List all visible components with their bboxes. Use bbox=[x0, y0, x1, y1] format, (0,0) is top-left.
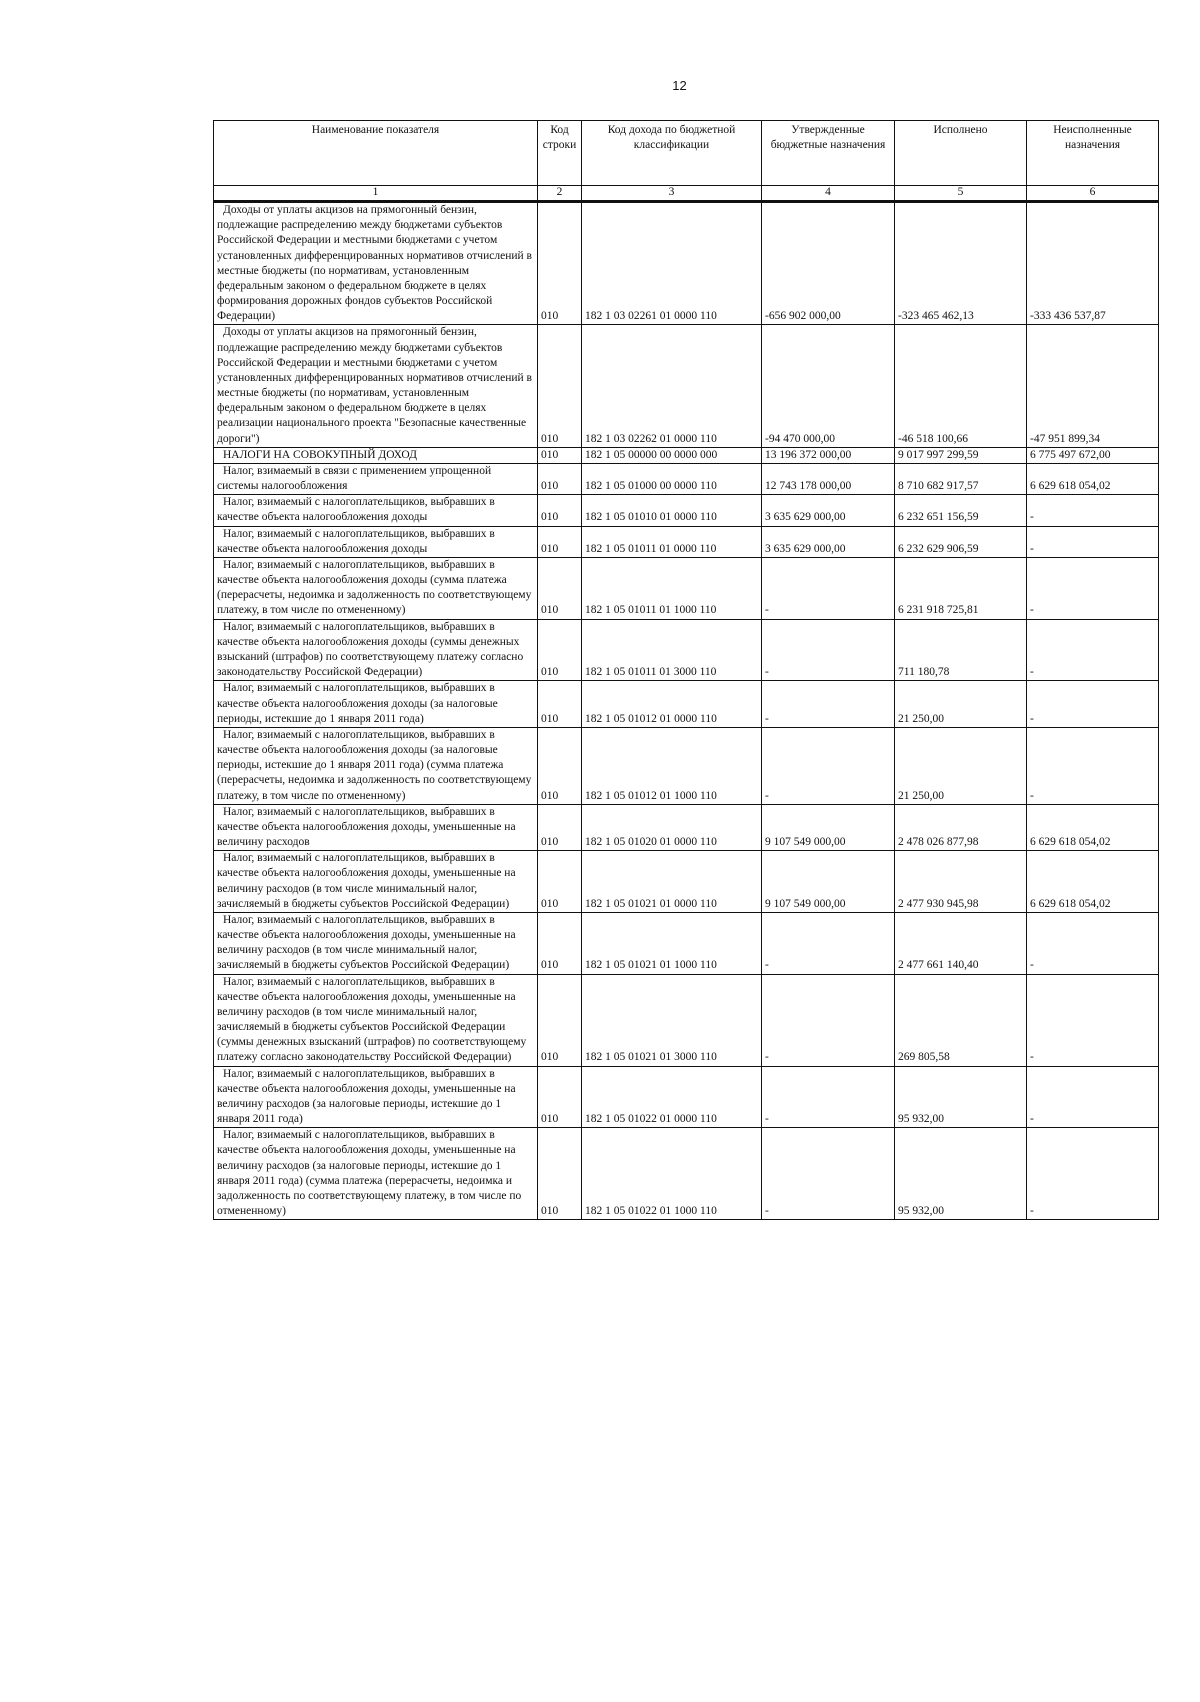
unexecuted-amount-cell: - bbox=[1027, 495, 1159, 526]
table-header bbox=[214, 121, 1159, 202]
approved-amount-cell: - bbox=[762, 681, 895, 728]
unexecuted-amount-cell: - bbox=[1027, 619, 1159, 681]
approved-amount-cell: - bbox=[762, 727, 895, 804]
indicator-name-cell: Налог, взимаемый с налогоплательщиков, выбравших в качестве объекта налогообложения доходы, уменьшенные на величину расходов (за налоговые периоды, истекшие до 1 января 2011 года) bbox=[214, 1066, 538, 1128]
table-row bbox=[214, 804, 1159, 851]
approved-amount-cell: -94 470 000,00 bbox=[762, 325, 895, 447]
unexecuted-amount-cell: 6 629 618 054,02 bbox=[1027, 463, 1159, 494]
approved-amount-cell: 9 107 549 000,00 bbox=[762, 804, 895, 851]
executed-amount-cell: 6 232 629 906,59 bbox=[895, 526, 1027, 557]
executed-amount-cell: 9 017 997 299,59 bbox=[895, 447, 1027, 463]
unexecuted-amount-cell: -47 951 899,34 bbox=[1027, 325, 1159, 447]
indicator-name-cell: Налог, взимаемый с налогоплательщиков, выбравших в качестве объекта налогообложения доходы bbox=[214, 495, 538, 526]
unexecuted-amount-cell: - bbox=[1027, 727, 1159, 804]
indicator-name-cell: Налог, взимаемый с налогоплательщиков, выбравших в качестве объекта налогообложения доходы, уменьшенные на величину расходов (за налоговые периоды, истекшие до 1 января 2011 года) (сумма платежа (перерасчеты, недоимка и задолженность по соответствующему платежу, в том числе по отмененному) bbox=[214, 1128, 538, 1220]
column-number: 6 bbox=[1027, 186, 1159, 202]
approved-amount-cell: - bbox=[762, 619, 895, 681]
line-code-cell: 010 bbox=[538, 495, 582, 526]
approved-amount-cell: 3 635 629 000,00 bbox=[762, 495, 895, 526]
approved-amount-cell: - bbox=[762, 912, 895, 974]
line-code-cell: 010 bbox=[538, 727, 582, 804]
income-code-cell: 182 1 05 01021 01 0000 110 bbox=[582, 851, 762, 913]
approved-amount-cell: 13 196 372 000,00 bbox=[762, 447, 895, 463]
income-code-cell: 182 1 05 01012 01 0000 110 bbox=[582, 681, 762, 728]
table-row bbox=[214, 851, 1159, 913]
header-executed: Исполнено bbox=[895, 121, 1027, 186]
column-number: 4 bbox=[762, 186, 895, 202]
table-row bbox=[214, 325, 1159, 447]
table-row bbox=[214, 1128, 1159, 1220]
income-code-cell: 182 1 05 01012 01 1000 110 bbox=[582, 727, 762, 804]
executed-amount-cell: 2 478 026 877,98 bbox=[895, 804, 1027, 851]
table-row bbox=[214, 619, 1159, 681]
approved-amount-cell: -656 902 000,00 bbox=[762, 202, 895, 325]
approved-amount-cell: - bbox=[762, 1066, 895, 1128]
unexecuted-amount-cell: 6 775 497 672,00 bbox=[1027, 447, 1159, 463]
column-number: 3 bbox=[582, 186, 762, 202]
table-row bbox=[214, 447, 1159, 463]
budget-execution-table bbox=[213, 120, 1159, 1220]
unexecuted-amount-cell: - bbox=[1027, 526, 1159, 557]
indicator-name-cell: Налог, взимаемый с налогоплательщиков, выбравших в качестве объекта налогообложения доходы (за налоговые периоды, истекшие до 1 января 2011 года) bbox=[214, 681, 538, 728]
line-code-cell: 010 bbox=[538, 974, 582, 1066]
line-code-cell: 010 bbox=[538, 447, 582, 463]
income-code-cell: 182 1 05 01000 00 0000 110 bbox=[582, 463, 762, 494]
indicator-name-cell: Налог, взимаемый с налогоплательщиков, выбравших в качестве объекта налогообложения доходы bbox=[214, 526, 538, 557]
approved-amount-cell: - bbox=[762, 974, 895, 1066]
executed-amount-cell: 2 477 930 945,98 bbox=[895, 851, 1027, 913]
table-row bbox=[214, 681, 1159, 728]
executed-amount-cell: 95 932,00 bbox=[895, 1066, 1027, 1128]
line-code-cell: 010 bbox=[538, 912, 582, 974]
indicator-name-cell: Доходы от уплаты акцизов на прямогонный бензин, подлежащие распределению между бюджетами субъектов Российской Федерации и местными бюджетами с учетом установленных дифференцированных нормативов отчислений в местные бюджеты (по нормативам, установленным федеральным законом о федеральном бюджете в целях формирования дорожных фондов субъектов Российской Федерации) bbox=[214, 202, 538, 325]
unexecuted-amount-cell: - bbox=[1027, 557, 1159, 619]
indicator-name-cell: Налог, взимаемый с налогоплательщиков, выбравших в качестве объекта налогообложения доходы, уменьшенные на величину расходов (в том числе минимальный налог, зачисляемый в бюджеты субъектов Российской Федерации) bbox=[214, 912, 538, 974]
table-row bbox=[214, 974, 1159, 1066]
income-code-cell: 182 1 05 01021 01 1000 110 bbox=[582, 912, 762, 974]
approved-amount-cell: 12 743 178 000,00 bbox=[762, 463, 895, 494]
header-row bbox=[214, 121, 1159, 186]
table-row bbox=[214, 557, 1159, 619]
income-code-cell: 182 1 05 01022 01 0000 110 bbox=[582, 1066, 762, 1128]
header-income-code: Код дохода по бюджетной классификации bbox=[582, 121, 762, 186]
line-code-cell: 010 bbox=[538, 681, 582, 728]
line-code-cell: 010 bbox=[538, 557, 582, 619]
executed-amount-cell: 21 250,00 bbox=[895, 727, 1027, 804]
unexecuted-amount-cell: - bbox=[1027, 974, 1159, 1066]
unexecuted-amount-cell: 6 629 618 054,02 bbox=[1027, 851, 1159, 913]
table-body bbox=[214, 202, 1159, 1220]
income-code-cell: 182 1 05 00000 00 0000 000 bbox=[582, 447, 762, 463]
indicator-name-cell: Налог, взимаемый с налогоплательщиков, выбравших в качестве объекта налогообложения доходы, уменьшенные на величину расходов (в том числе минимальный налог, зачисляемый в бюджеты субъектов Российской Федерации (суммы денежных взысканий (штрафов) по соответствующему платежу согласно законодательству Российской Федерации) bbox=[214, 974, 538, 1066]
indicator-name-cell: Налог, взимаемый с налогоплательщиков, выбравших в качестве объекта налогообложения доходы, уменьшенные на величину расходов (в том числе минимальный налог, зачисляемый в бюджеты субъектов Российской Федерации) bbox=[214, 851, 538, 913]
approved-amount-cell: - bbox=[762, 1128, 895, 1220]
line-code-cell: 010 bbox=[538, 1128, 582, 1220]
header-unexecuted: Неисполненные назначения bbox=[1027, 121, 1159, 186]
executed-amount-cell: 6 231 918 725,81 bbox=[895, 557, 1027, 619]
income-code-cell: 182 1 05 01011 01 0000 110 bbox=[582, 526, 762, 557]
page-number: 12 bbox=[672, 78, 687, 93]
line-code-cell: 010 bbox=[538, 325, 582, 447]
income-code-cell: 182 1 05 01020 01 0000 110 bbox=[582, 804, 762, 851]
indicator-name-cell: Доходы от уплаты акцизов на прямогонный бензин, подлежащие распределению между бюджетами субъектов Российской Федерации и местными бюджетами с учетом установленных дифференцированных нормативов отчислений в местные бюджеты (по нормативам, установленным федеральным законом о федеральном бюджете в целях реализации национального проекта "Безопасные качественные дороги") bbox=[214, 325, 538, 447]
unexecuted-amount-cell: 6 629 618 054,02 bbox=[1027, 804, 1159, 851]
column-number: 5 bbox=[895, 186, 1027, 202]
header-line-code: Код строки bbox=[538, 121, 582, 186]
executed-amount-cell: 95 932,00 bbox=[895, 1128, 1027, 1220]
table-row bbox=[214, 912, 1159, 974]
executed-amount-cell: 8 710 682 917,57 bbox=[895, 463, 1027, 494]
column-number: 2 bbox=[538, 186, 582, 202]
executed-amount-cell: -46 518 100,66 bbox=[895, 325, 1027, 447]
executed-amount-cell: 6 232 651 156,59 bbox=[895, 495, 1027, 526]
table-row bbox=[214, 202, 1159, 325]
line-code-cell: 010 bbox=[538, 851, 582, 913]
line-code-cell: 010 bbox=[538, 804, 582, 851]
income-code-cell: 182 1 05 01011 01 1000 110 bbox=[582, 557, 762, 619]
table-row bbox=[214, 1066, 1159, 1128]
approved-amount-cell: 9 107 549 000,00 bbox=[762, 851, 895, 913]
unexecuted-amount-cell: -333 436 537,87 bbox=[1027, 202, 1159, 325]
executed-amount-cell: 711 180,78 bbox=[895, 619, 1027, 681]
indicator-name-cell: Налог, взимаемый в связи с применением упрощенной системы налогообложения bbox=[214, 463, 538, 494]
table-row bbox=[214, 495, 1159, 526]
approved-amount-cell: - bbox=[762, 557, 895, 619]
column-numbers-row bbox=[214, 186, 1159, 202]
income-code-cell: 182 1 03 02262 01 0000 110 bbox=[582, 325, 762, 447]
executed-amount-cell: -323 465 462,13 bbox=[895, 202, 1027, 325]
indicator-name-cell: НАЛОГИ НА СОВОКУПНЫЙ ДОХОД bbox=[214, 447, 538, 463]
table-row bbox=[214, 526, 1159, 557]
indicator-name-cell: Налог, взимаемый с налогоплательщиков, выбравших в качестве объекта налогообложения доходы (суммы денежных взысканий (штрафов) по соответствующему платежу согласно законодательству Российской Федерации) bbox=[214, 619, 538, 681]
indicator-name-cell: Налог, взимаемый с налогоплательщиков, выбравших в качестве объекта налогообложения доходы, уменьшенные на величину расходов bbox=[214, 804, 538, 851]
indicator-name-cell: Налог, взимаемый с налогоплательщиков, выбравших в качестве объекта налогообложения доходы (сумма платежа (перерасчеты, недоимка и задолженность по соответствующему платежу, в том числе по отмененному) bbox=[214, 557, 538, 619]
income-code-cell: 182 1 05 01022 01 1000 110 bbox=[582, 1128, 762, 1220]
table-row bbox=[214, 727, 1159, 804]
executed-amount-cell: 2 477 661 140,40 bbox=[895, 912, 1027, 974]
unexecuted-amount-cell: - bbox=[1027, 1128, 1159, 1220]
income-code-cell: 182 1 05 01011 01 3000 110 bbox=[582, 619, 762, 681]
indicator-name-cell: Налог, взимаемый с налогоплательщиков, выбравших в качестве объекта налогообложения доходы (за налоговые периоды, истекшие до 1 января 2011 года) (сумма платежа (перерасчеты, недоимка и задолженность по соответствующему платежу, в том числе по отмененному) bbox=[214, 727, 538, 804]
income-code-cell: 182 1 05 01021 01 3000 110 bbox=[582, 974, 762, 1066]
unexecuted-amount-cell: - bbox=[1027, 912, 1159, 974]
column-number: 1 bbox=[214, 186, 538, 202]
header-indicator-name: Наименование показателя bbox=[214, 121, 538, 186]
line-code-cell: 010 bbox=[538, 526, 582, 557]
table-row bbox=[214, 463, 1159, 494]
executed-amount-cell: 21 250,00 bbox=[895, 681, 1027, 728]
unexecuted-amount-cell: - bbox=[1027, 681, 1159, 728]
line-code-cell: 010 bbox=[538, 619, 582, 681]
income-code-cell: 182 1 05 01010 01 0000 110 bbox=[582, 495, 762, 526]
approved-amount-cell: 3 635 629 000,00 bbox=[762, 526, 895, 557]
line-code-cell: 010 bbox=[538, 202, 582, 325]
income-code-cell: 182 1 03 02261 01 0000 110 bbox=[582, 202, 762, 325]
line-code-cell: 010 bbox=[538, 463, 582, 494]
header-approved: Утвержденные бюджетные назначения bbox=[762, 121, 895, 186]
executed-amount-cell: 269 805,58 bbox=[895, 974, 1027, 1066]
line-code-cell: 010 bbox=[538, 1066, 582, 1128]
unexecuted-amount-cell: - bbox=[1027, 1066, 1159, 1128]
